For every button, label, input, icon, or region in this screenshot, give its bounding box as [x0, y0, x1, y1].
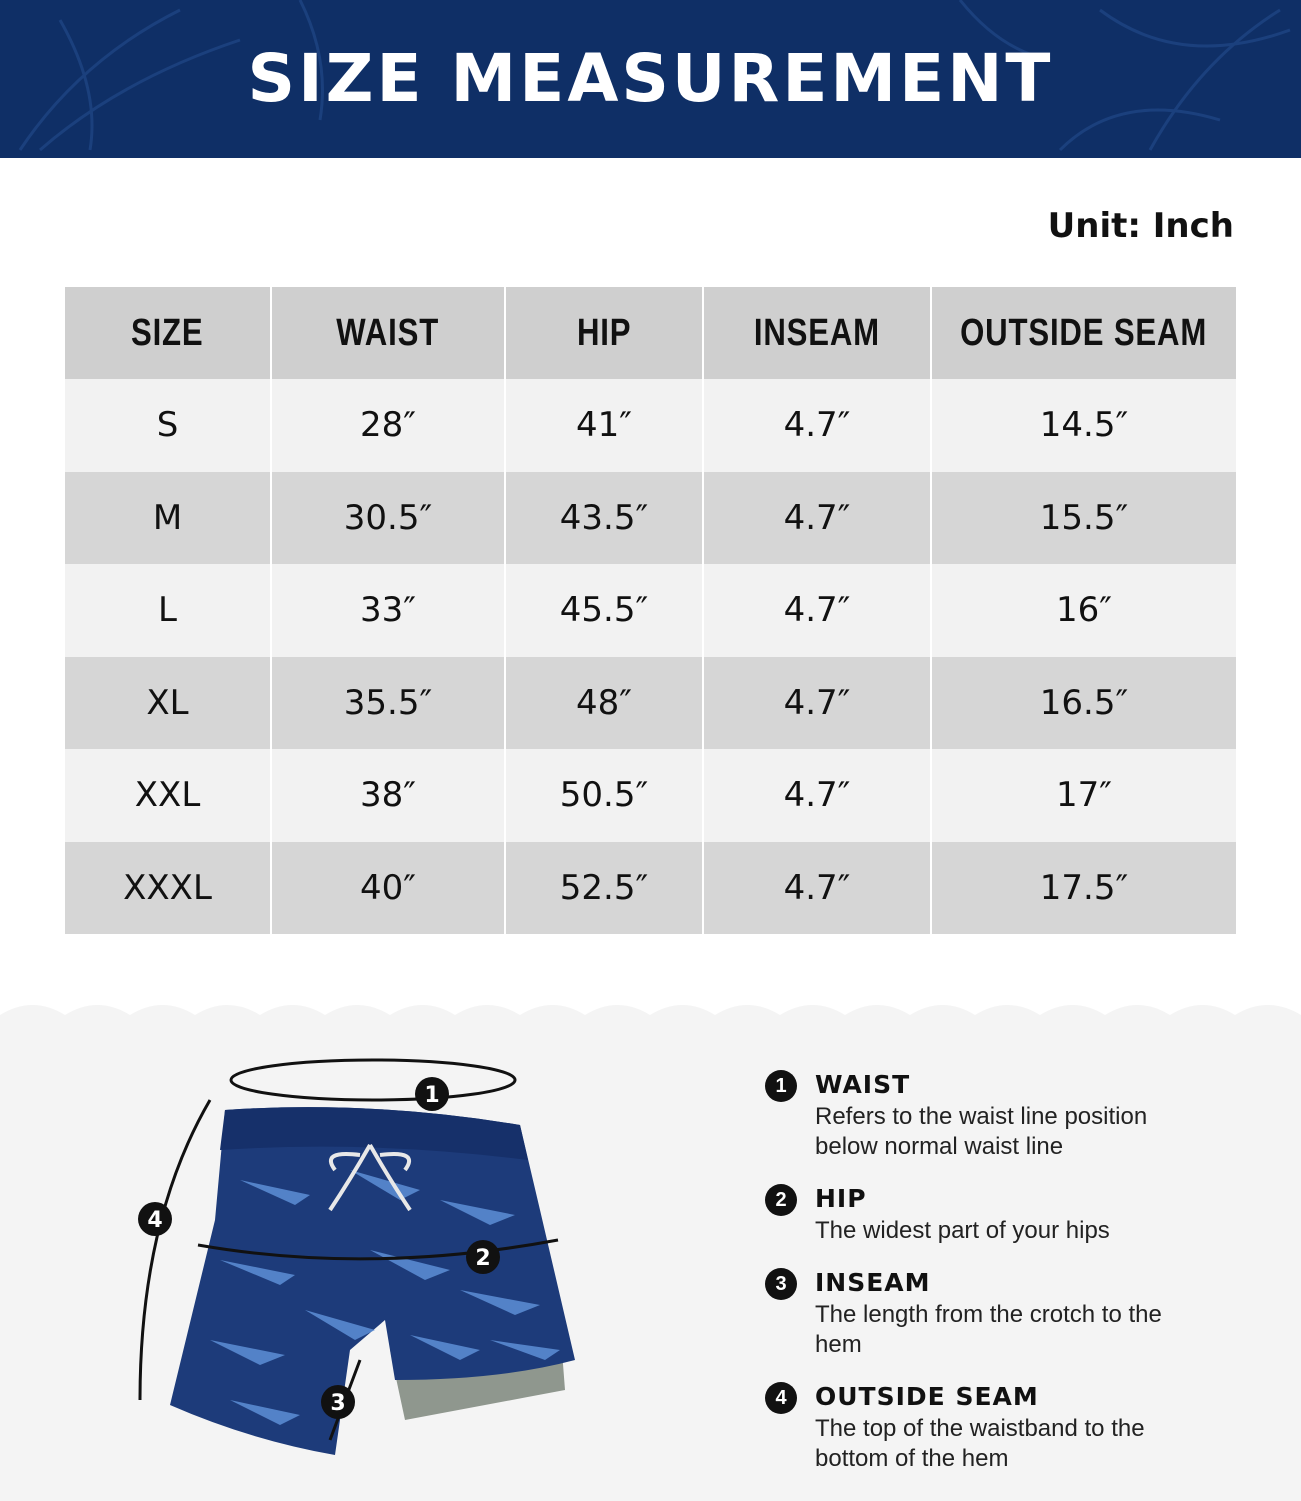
legend-description: The top of the waistband to the bottom of the hem	[815, 1415, 1145, 1472]
table-header-row	[65, 287, 1236, 379]
header-banner	[0, 0, 1301, 158]
cell-inseam: 4.7″	[703, 842, 931, 935]
legend-number: 3	[765, 1268, 797, 1300]
legend-item-outside-seam	[765, 1380, 1245, 1474]
cell-outside-seam: 16″	[931, 564, 1236, 657]
cell-hip: 52.5″	[505, 842, 703, 935]
measurement-legend	[765, 1068, 1245, 1494]
cell-waist: 33″	[271, 564, 505, 657]
table-row	[65, 379, 1236, 472]
cell-waist: 40″	[271, 842, 505, 935]
cell-waist: 38″	[271, 749, 505, 842]
legend-number: 2	[765, 1184, 797, 1216]
table-row	[65, 842, 1236, 935]
cell-waist: 28″	[271, 379, 505, 472]
marker-2-label: 2	[475, 1246, 491, 1271]
header-waist: WAIST	[271, 287, 505, 379]
header-size: SIZE	[65, 287, 271, 379]
cell-inseam: 4.7″	[703, 564, 931, 657]
cell-inseam: 4.7″	[703, 657, 931, 750]
cell-inseam: 4.7″	[703, 379, 931, 472]
legend-number: 1	[765, 1070, 797, 1102]
cell-outside-seam: 16.5″	[931, 657, 1236, 750]
legend-description: Refers to the waist line position below normal waist line	[815, 1103, 1148, 1160]
cell-size: L	[65, 564, 271, 657]
legend-item-inseam	[765, 1266, 1245, 1360]
marker-4-label: 4	[147, 1208, 163, 1233]
cell-waist: 35.5″	[271, 657, 505, 750]
waist-measure-ellipse	[231, 1060, 515, 1100]
cell-hip: 48″	[505, 657, 703, 750]
table-row	[65, 564, 1236, 657]
legend-description: The widest part of your hips	[815, 1217, 1110, 1244]
cell-size: XXL	[65, 749, 271, 842]
legend-description: The length from the crotch to the hem	[815, 1301, 1162, 1358]
header-inseam: INSEAM	[703, 287, 931, 379]
shorts-diagram	[120, 1050, 590, 1470]
cell-outside-seam: 15.5″	[931, 472, 1236, 565]
cell-outside-seam: 17.5″	[931, 842, 1236, 935]
cell-hip: 45.5″	[505, 564, 703, 657]
cell-outside-seam: 17″	[931, 749, 1236, 842]
cell-outside-seam: 14.5″	[931, 379, 1236, 472]
cell-size: XXXL	[65, 842, 271, 935]
page-title: SIZE MEASUREMENT	[247, 40, 1054, 117]
cell-size: M	[65, 472, 271, 565]
cell-hip: 43.5″	[505, 472, 703, 565]
unit-label: Unit: Inch	[1047, 206, 1234, 246]
cell-inseam: 4.7″	[703, 472, 931, 565]
header-hip: HIP	[505, 287, 703, 379]
table-row	[65, 657, 1236, 750]
legend-item-waist	[765, 1068, 1245, 1162]
cell-inseam: 4.7″	[703, 749, 931, 842]
header-outside-seam: OUTSIDE SEAM	[931, 287, 1236, 379]
legend-number: 4	[765, 1382, 797, 1414]
marker-1-label: 1	[424, 1083, 440, 1108]
cell-hip: 41″	[505, 379, 703, 472]
legend-title: HIP	[815, 1184, 867, 1213]
cell-size: S	[65, 379, 271, 472]
legend-item-hip	[765, 1182, 1245, 1246]
cell-waist: 30.5″	[271, 472, 505, 565]
cell-size: XL	[65, 657, 271, 750]
cell-hip: 50.5″	[505, 749, 703, 842]
table-row	[65, 749, 1236, 842]
shorts-body	[170, 1107, 575, 1455]
size-table	[65, 287, 1236, 934]
legend-title: INSEAM	[815, 1268, 931, 1297]
table-row	[65, 472, 1236, 565]
legend-title: OUTSIDE SEAM	[815, 1382, 1039, 1411]
marker-3-label: 3	[330, 1391, 346, 1416]
legend-title: WAIST	[815, 1070, 911, 1099]
